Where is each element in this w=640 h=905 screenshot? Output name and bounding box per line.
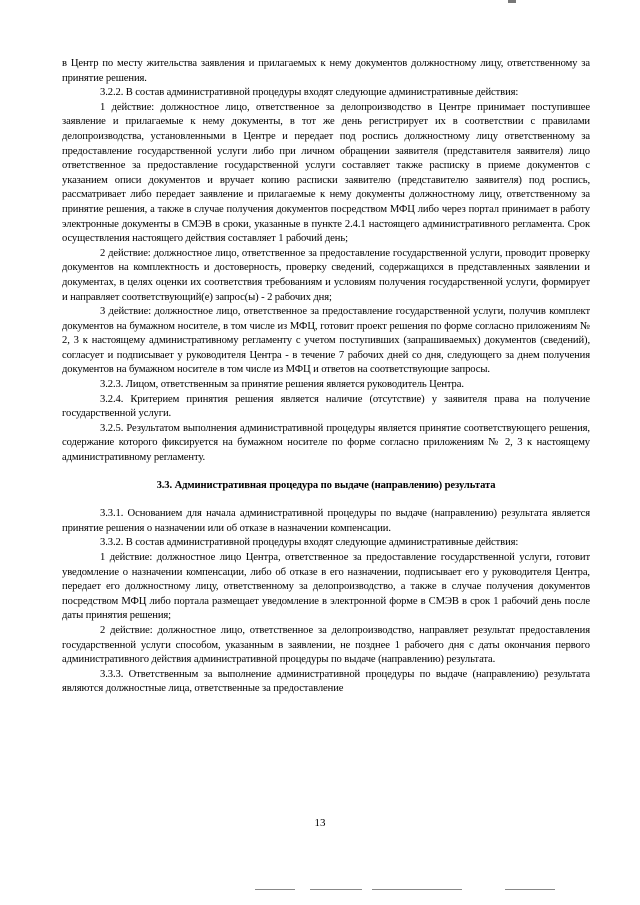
- paragraph-3-3-3: 3.3.3. Ответственным за выполнение административной процедуры по выдаче (направлению) результата являются должностные лица, ответственные за предоставление: [62, 668, 590, 695]
- paragraph-3-2-5: 3.2.5. Результатом выполнения административной процедуры является принятие соответствующего решения, содержание которого фиксируется на бумажном носителе по форме согласно приложениям № 2, 3 к настоящему административному регламенту.: [62, 422, 590, 464]
- paragraph-action-1: 1 действие: должностное лицо, ответственное за делопроизводство в Центре принимает поступившее заявление и прилагаемые к нему документы, в тот же день регистрирует их в соответствии с правилами делопроизводства, установленными в Центре и передает под роспись должностному лицу ответственному за предоставление государственной услуги либо при личном обращении заявителя (представителя заявителя) лицо ответственное за предоставление государственной услуги составляет также расписку в приеме документов с указанием описи документов и вручает копию расписки заявителю (представителю заявителя) под роспись, рассматривает либо передает заявление и прилагаемые к нему документы должностному лицу, ответственному за принятие решения, а также в случае получения документов посредством МФЦ либо через портал принимает в работу электронные документы в СМЭВ в сроки, указанные в пункте 2.4.1 настоящего административного регламента. Срок осуществления настоящего действия составляет 1 рабочий день;: [62, 101, 590, 245]
- scan-edge-line: [505, 889, 555, 890]
- document-page: [62, 57, 590, 697]
- paragraph-3-2-2: 3.2.2. В состав административной процедуры входят следующие административные действия:: [100, 87, 519, 99]
- paragraph-3-3-2-action-1: 1 действие: должностное лицо Центра, ответственное за предоставление государственной услуги, готовит уведомление о назначении компенсации, либо об отказе в его назначении, подписывает его у руководителя Центра, передает его должностному лицу, ответственному за делопроизводство, а также в случае получения документов посредством МФЦ либо портала размещает уведомление в электронной форме в СМЭВ в срок 1 рабочий день после даты принятия решения;: [62, 552, 590, 622]
- scan-edge-line: [372, 889, 462, 890]
- paragraph-3-2-4: 3.2.4. Критерием принятия решения является наличие (отсутствие) у заявителя права на получение государственной услуги.: [62, 393, 590, 420]
- paragraph-3-2-3: 3.2.3. Лицом, ответственным за принятие решения является руководитель Центра.: [100, 379, 464, 391]
- paragraph-continuation: в Центр по месту жительства заявления и прилагаемых к нему документов должностному лицу, ответственному за принятие решения.: [62, 58, 590, 84]
- scan-edge-line: [255, 889, 295, 890]
- paragraph-action-3: 3 действие: должностное лицо, ответственное за предоставление государственной услуги, получив комплект документов на бумажном носителе, в том числе из МФЦ, готовит проект решения по форме согласно приложениям № 2, 3 к настоящему административному регламенту с учетом поступивших (запрашиваемых) документов (сведений), согласует и подписывает у руководителя Центра - в течение 7 рабочих дней со дня, следующего за днем получения документов на бумажном носителе в том числе из МФЦ и ответов на соответствующие запросы.: [62, 306, 590, 376]
- paragraph-3-3-1: 3.3.1. Основанием для начала административной процедуры по выдаче (направлению) результата является принятие решения о назначении или об отказе в назначении компенсации.: [62, 508, 590, 534]
- paragraph-3-3-2-action-2: 2 действие: должностное лицо, ответственное за делопроизводство, направляет результат предоставления государственной услуги способом, указанным в заявлении, не позднее 1 рабочего дня с даты окончания первого административного действия административной процедуры по выдаче (направлению) результата.: [62, 624, 590, 666]
- section-heading: 3.3. Административная процедура по выдаче (направлению) результата: [156, 479, 496, 491]
- paragraph-action-2: 2 действие: должностное лицо, ответственное за предоставление государственной услуги, проводит проверку документов на комплектность и достоверность, проверку сведений, содержащихся в представленных заявлении и документах, в целях оценки их соответствия требованиям и условиям получения государственной услуги, формирует и направляет соответствующий(е) запрос(ы) - 2 рабочих дня;: [62, 247, 590, 303]
- scan-artifact-mark: [508, 0, 516, 3]
- scan-edge-line: [310, 889, 362, 890]
- paragraph-3-3-2: 3.3.2. В состав административной процедуры входят следующие административные действия:: [100, 537, 519, 549]
- page-number: 13: [314, 817, 326, 829]
